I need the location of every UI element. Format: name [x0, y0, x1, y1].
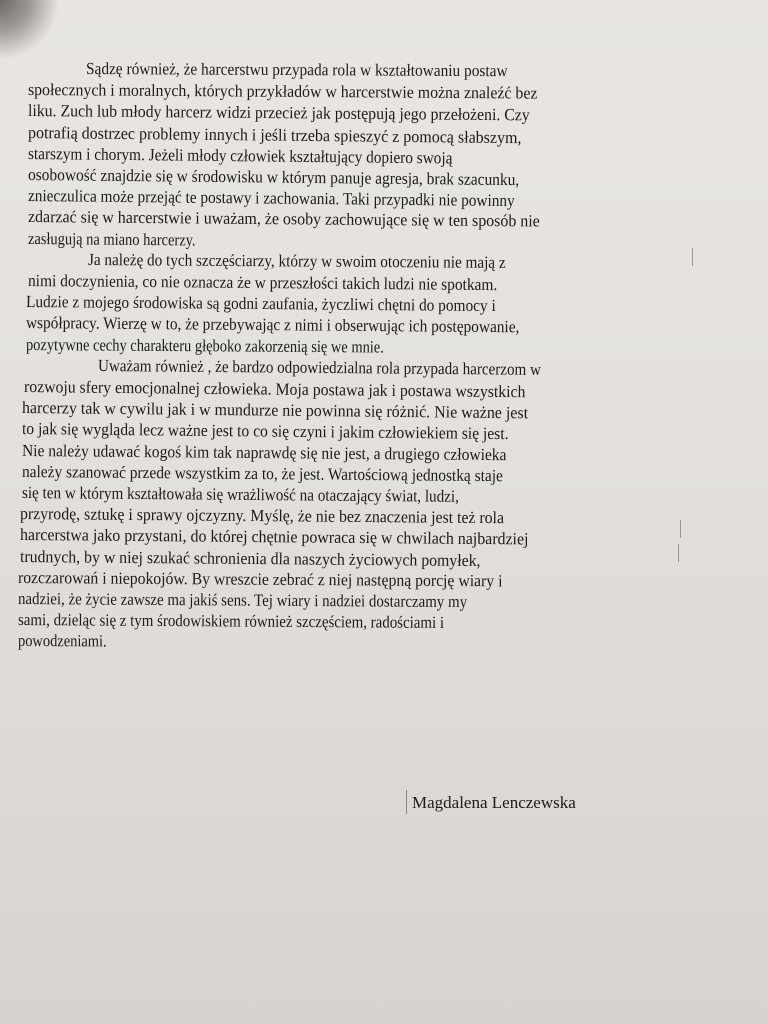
stray-pen-mark — [680, 520, 681, 538]
text-line: nadziei, że życie zawsze ma jakiś sens. Tej wiary i nadziei dostarczamy my — [17, 589, 468, 612]
text-line: Sądzę również, że harcerstwu przypada rola w kształtowaniu postaw — [85, 59, 508, 81]
text-line: znieczulica może przejąć te postawy i zachowania. Taki przypadki nie powinny — [27, 186, 515, 211]
text-line: sami, dzieląc się z tym środowiskiem również szczęściem, radościami i — [17, 610, 445, 633]
author-signature: Magdalena Lenczewska — [412, 793, 576, 812]
text-line: liku. Zuch lub młody harcerz widzi przecież jak postępują jego przełożeni. Czy — [27, 101, 530, 125]
text-line: Ludzie z mojego środowiska są godni zaufania, życzliwi chętni do pomocy i — [25, 292, 496, 316]
text-line: Uważam również , że bardzo odpowiedzialna rola przypada harcerzom w — [97, 355, 542, 379]
text-line: potrafią dostrzec problemy innych i jeśli trzeba spieszyć z pomocą słabszym, — [27, 122, 522, 147]
text-line: zdarzać się w harcerstwie i uważam, że osoby zachowujące się w ten sposób nie — [27, 207, 540, 231]
text-line: rozwoju sfery emocjonalnej człowieka. Moja postawa jak i postawa wszystkich — [23, 377, 526, 402]
text-line: osobowość znajdzie się w środowisku w którym panuje agresja, brak szacunku, — [27, 165, 520, 190]
stray-pen-mark — [692, 248, 693, 266]
text-line: starszym i chorym. Jeżeli młody człowiek kształtujący dopiero swoją — [27, 143, 453, 168]
stray-pen-mark — [678, 544, 679, 562]
page-corner-shadow — [0, 0, 60, 60]
text-line: Nie należy udawać kogoś kim tak naprawdę się nie jest, a drugiego człowieka — [21, 440, 507, 464]
text-line: współpracy. Wierzę w to, że przebywając z nimi i obserwując ich postępowanie, — [25, 313, 520, 337]
text-line: powodzeniami. — [17, 631, 107, 651]
text-line: harcerstwa jako przystani, do której chętnie powraca się w chwilach najbardziej — [19, 525, 529, 549]
text-line: rozczarowań i niepokojów. By wreszcie zebrać z niej następną porcję wiary i — [17, 567, 503, 591]
text-line: się ten w którym kształtowała się wrażliwość na otaczający świat, ludzi, — [21, 483, 460, 506]
text-line: Ja należę do tych szczęściarzy, którzy w swoim otoczeniu nie mają z — [87, 249, 506, 272]
text-line: to jak się wygląda lecz ważne jest to co się czyni i jakim człowiekiem się jest. — [21, 419, 509, 444]
document-body — [0, 58, 768, 652]
text-line: przyrodę, sztukę i sprawy ojczyzny. Myślę, że nie bez znaczenia jest też rola — [19, 504, 505, 528]
text-line: trudnych, by w niej szukać schronienia dla naszych życiowych pomyłek, — [19, 546, 481, 570]
text-line: nimi doczynienia, co nie oznacza że w przeszłości takich ludzi nie spotkam. — [27, 271, 498, 295]
text-line: zasługują na miano harcerzy. — [27, 228, 196, 250]
signature-mark — [406, 790, 407, 814]
text-line: należy szanować przede wszystkim za to, że jest. Wartościową jednostką staje — [21, 461, 503, 486]
text-line: pozytywne cechy charakteru głęboko zakorzenią się we mnie. — [25, 334, 384, 357]
text-line: harcerzy tak w cywilu jak i w mundurze nie powinna się różnić. Nie ważne jest — [21, 398, 529, 423]
text-line: społecznych i moralnych, których przykładów w harcerstwie można znaleźć bez — [27, 80, 538, 103]
